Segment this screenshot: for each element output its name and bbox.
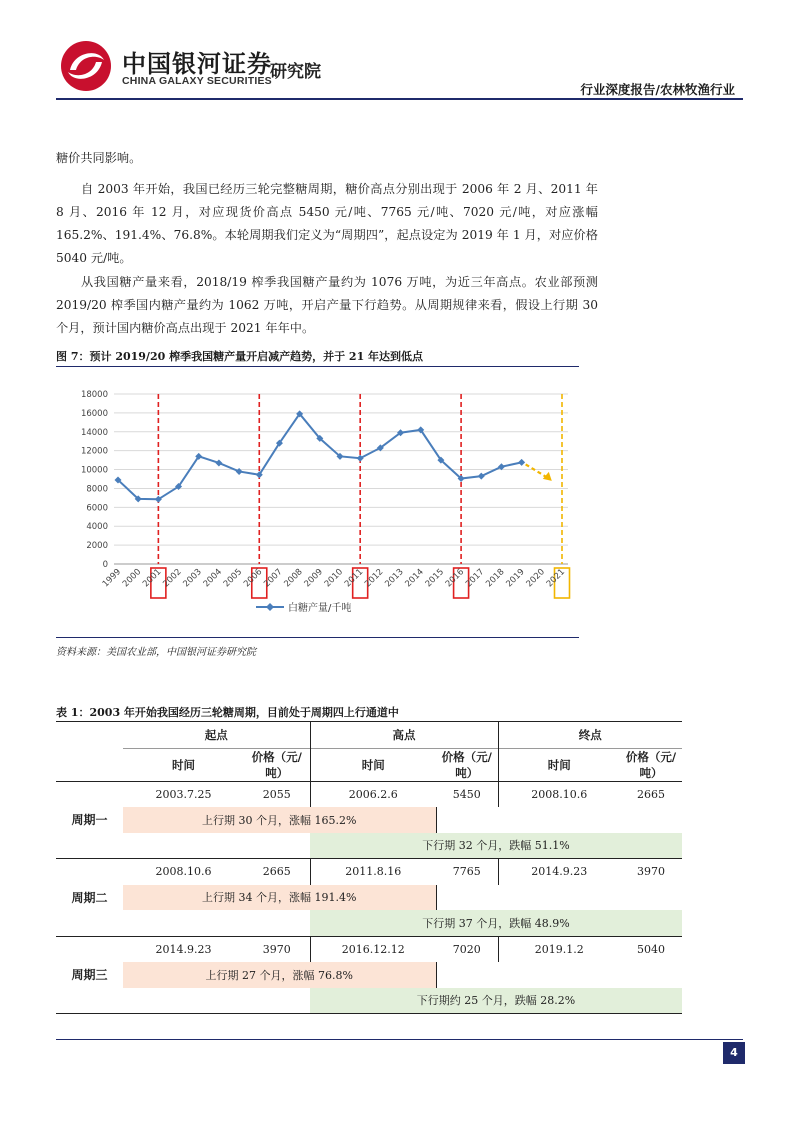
y-tick-label: 2000 <box>86 541 108 552</box>
table-row <box>56 781 682 807</box>
footer-divider <box>56 1039 743 1040</box>
table-row <box>56 807 682 833</box>
start-price-cell: 2665 <box>262 865 291 879</box>
figure-title: 图 7：预计 2019/20 榨季我国糖产量开启减产趋势，并于 21 年达到低点 <box>56 350 424 363</box>
page-number: 4 <box>723 1042 745 1064</box>
cycle-label: 周期一 <box>56 781 123 859</box>
x-tick-label: 2013 <box>383 567 406 590</box>
cycle-label: 周期二 <box>56 859 123 937</box>
data-point <box>518 459 525 466</box>
end-price-cell: 3970 <box>637 865 665 879</box>
group-header-end: 终点 <box>498 722 682 749</box>
downswing-cell: 下行期 37 个月，跌幅 48.9% <box>310 910 682 936</box>
x-tick-label: 2001 <box>141 567 164 590</box>
x-tick-label: 2016 <box>443 567 467 590</box>
group-header-peak: 高点 <box>310 722 498 749</box>
figure-top-rule <box>56 366 579 367</box>
institute-label: 研究院 <box>270 62 321 82</box>
y-tick-label: 8000 <box>86 484 108 495</box>
end-price-cell: 2665 <box>637 787 665 801</box>
peak-time-cell: 2016.12.12 <box>310 936 436 962</box>
logo-english-name: CHINA GALAXY SECURITIES <box>122 75 272 87</box>
galaxy-logo-icon <box>60 40 112 92</box>
peak-price-cell: 5450 <box>452 787 481 801</box>
x-tick-label: 2005 <box>221 567 245 590</box>
col-header: 时间 <box>498 748 620 781</box>
sugar-cycle-table <box>56 721 682 1014</box>
peak-time-cell: 2006.2.6 <box>310 781 436 807</box>
x-axis-ticks <box>101 567 567 589</box>
cycle-label: 周期三 <box>56 936 123 1014</box>
start-time-cell: 2014.9.23 <box>155 942 212 956</box>
peak-price-cell: 7020 <box>452 942 481 956</box>
end-price-cell: 5040 <box>637 942 665 956</box>
x-tick-label: 2020 <box>524 567 547 590</box>
data-point <box>236 468 243 475</box>
y-tick-label: 4000 <box>86 522 108 533</box>
table-row <box>56 859 682 885</box>
cycle-markers <box>151 394 570 598</box>
col-header: 时间 <box>123 748 244 781</box>
x-tick-label: 2009 <box>302 567 325 590</box>
x-tick-label: 2011 <box>342 567 366 590</box>
x-tick-label: 2004 <box>201 567 225 590</box>
x-tick-label: 2019 <box>504 567 527 590</box>
x-tick-label: 2003 <box>181 567 204 590</box>
paragraph-3: 从我国糖产量来看，2018/19 榨季我国糖产量约为 1076 万吨，为近三年高点。农业部预测 2019/20 榨季国内糖产量约为 1062 万吨，开启产量下行趋势。从周期规律来看，假设上行期 30 个月，预计国内糖价高点出现于 2021 年年中。 <box>56 275 598 335</box>
peak-time-cell: 2011.8.16 <box>310 859 436 885</box>
upswing-cell: 上行期 34 个月，涨幅 191.4% <box>123 885 436 911</box>
chart-legend <box>256 601 351 614</box>
downswing-cell: 下行期约 25 个月，跌幅 28.2% <box>310 988 682 1014</box>
logo-chinese-name: 中国银河证券 <box>122 50 272 78</box>
x-tick-label: 2014 <box>403 567 426 590</box>
x-tick-label: 2010 <box>322 567 346 590</box>
x-tick-label: 2000 <box>120 567 144 590</box>
header-divider <box>56 98 743 100</box>
peak-price-cell: 7765 <box>452 865 481 879</box>
x-tick-label: 2018 <box>484 567 507 590</box>
start-price-cell: 2055 <box>262 787 291 801</box>
sugar-production-chart <box>56 372 579 634</box>
x-tick-label: 2008 <box>282 567 305 590</box>
upswing-cell: 上行期 30 个月，涨幅 165.2% <box>123 807 436 833</box>
x-tick-label: 2021 <box>544 567 568 590</box>
data-point <box>478 473 485 480</box>
end-time-cell: 2014.9.23 <box>498 859 620 885</box>
figure-bottom-rule <box>56 637 579 638</box>
table-row <box>56 936 682 962</box>
figure-source: 资料来源：美国农业部，中国银河证券研究院 <box>56 647 256 658</box>
table-row <box>56 885 682 911</box>
x-tick-label: 2006 <box>242 567 265 590</box>
y-tick-label: 10000 <box>80 465 108 476</box>
x-tick-label: 2015 <box>423 567 447 590</box>
report-type: 行业深度报告/农林牧渔行业 <box>580 82 735 97</box>
legend-marker-icon <box>266 603 274 611</box>
table-row <box>56 833 682 859</box>
x-tick-label: 1999 <box>100 567 124 590</box>
start-price-cell: 3970 <box>262 942 291 956</box>
paragraph-2: 自 2003 年开始，我国已经历三轮完整糖周期，糖价高点分别出现于 2006 年 2 月、2011 年 8 月、2016 年 12 月，对应现货价高点 5450 元/吨、7765 元/吨、7020 元/吨，对应涨幅 165.2%、191.4%、76.8%。本轮周期我们定义为“周期四”，起点设定为 2019 年 1 月，对应价格 5040 元/吨。 <box>56 182 598 265</box>
start-time-cell: 2008.10.6 <box>155 865 212 879</box>
x-tick-label: 2002 <box>161 567 184 590</box>
end-time-cell: 2019.1.2 <box>498 936 620 962</box>
downswing-cell: 下行期 32 个月，跌幅 51.1% <box>310 833 682 859</box>
col-header: 价格（元/吨） <box>620 748 682 781</box>
end-time-cell: 2008.10.6 <box>498 781 620 807</box>
group-header-start: 起点 <box>123 722 310 749</box>
paragraph-1: 糖价共同影响。 <box>56 151 142 165</box>
x-tick-label: 2012 <box>363 567 386 590</box>
table-row <box>56 988 682 1014</box>
y-tick-label: 12000 <box>80 446 108 457</box>
col-header: 时间 <box>310 748 436 781</box>
table-title: 表 1：2003 年开始我国经历三轮糖周期，目前处于周期四上行通道中 <box>56 706 399 719</box>
y-tick-label: 16000 <box>80 408 108 419</box>
table-row <box>56 910 682 936</box>
y-axis-ticks <box>81 390 108 570</box>
col-header: 价格（元/吨） <box>244 748 310 781</box>
data-point <box>357 455 364 462</box>
y-tick-label: 6000 <box>86 503 108 514</box>
chart-gridlines <box>114 394 568 564</box>
data-point <box>215 459 222 466</box>
upswing-cell: 上行期 27 个月，涨幅 76.8% <box>123 962 436 988</box>
x-tick-label: 2017 <box>464 567 487 590</box>
x-tick-label: 2007 <box>262 567 285 590</box>
legend-label: 白糖产量/千吨 <box>288 603 352 614</box>
col-header: 价格（元/吨） <box>436 748 498 781</box>
y-tick-label: 14000 <box>80 427 108 438</box>
table-row <box>56 962 682 988</box>
y-tick-label: 0 <box>102 560 108 570</box>
start-time-cell: 2003.7.25 <box>155 787 212 801</box>
forecast-line <box>526 464 548 478</box>
y-tick-label: 18000 <box>80 390 108 400</box>
